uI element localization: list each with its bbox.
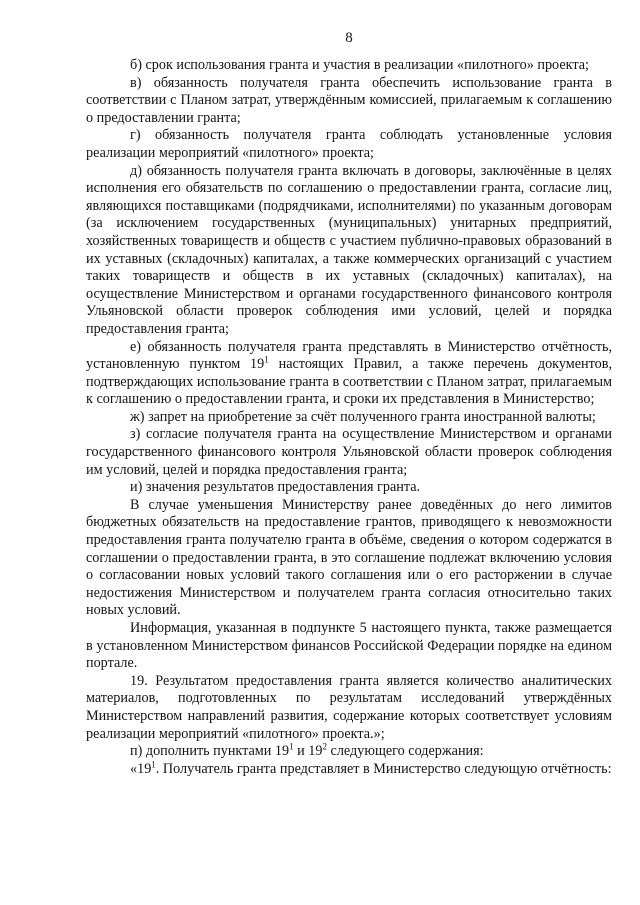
paragraph-p (86, 743, 612, 761)
page-number: 8 (345, 30, 353, 46)
paragraph-zh: ж) запрет на приобретение за счёт полученного гранта иностранной валюты; (130, 408, 596, 425)
superscript: 1 (289, 741, 294, 752)
superscript: 1 (264, 354, 269, 365)
paragraph-e (86, 339, 612, 409)
paragraph-19-1 (86, 761, 612, 779)
paragraph-p-after: следующего содержания: (327, 743, 484, 760)
paragraph-b: б) срок использования гранта и участия в реализации «пилотного» проекта; (130, 57, 589, 73)
paragraph-e-after: настоящих Правил, а также перечень документов, подтверждающих использование гранта в соответствии с Планом затрат, прилагаемым к соглашению о предоставлении гранта, и сроки их представления в Министерство; (86, 356, 612, 408)
paragraph-e-before: е) обязанность получателя гранта представлять в Министерство отчётность, установленную пунктом 19 (86, 338, 612, 373)
paragraph-19-1-before: «19 (130, 760, 152, 777)
paragraph-p-before: п) дополнить пунктами 19 (130, 743, 290, 760)
paragraph-d: д) обязанность получателя гранта включать в договоры, заключённые в целях исполнения его обязательств по соглашению о предоставлении гранта, согласие лиц, являющихся поставщиками (подрядчиками, исполнителями) по указанным договорам (за исключением государственных (муниципальных) унитарных предприятий, хозяйственных товариществ и обществ с участием публично-правовых образований в их уставных (складочных) капиталах, а также коммерческих организаций с участием таких товариществ и обществ в их уставных (складочных) капиталах), на осуществление Министерством и органами государственного финансового контроля Ульяновской области проверок соблюдения ими условий, целей и порядка предоставления гранта; (86, 162, 612, 337)
superscript: 1 (151, 759, 156, 770)
paragraph-z: з) согласие получателя гранта на осуществление Министерством и органами государственного финансового контроля Ульяновской области проверок соблюдения им условий, целей и порядка предоставления гранта; (86, 426, 612, 478)
paragraph-limits: В случае уменьшения Министерству ранее доведённых до него лимитов бюджетных обязательств на предоставление грантов, приводящего к невозможности предоставления гранта получателю гранта в объёме, сведения о котором содержатся в соглашении о предоставлении гранта, в это соглашение подлежат включению условия о согласовании новых условий такого соглашения или о его расторжении в случае недостижения Министерством и получателем гранта согласия относительно таких новых условий. (86, 496, 612, 619)
superscript: 2 (322, 741, 327, 752)
paragraph-19-1-after: . Получатель гранта представляет в Министерство следующую отчётность: (155, 760, 612, 777)
paragraph-v: в) обязанность получателя гранта обеспечить использование гранта в соответствии с Планом затрат, утверждённым комиссией, прилагаемым к соглашению о предоставлении гранта; (86, 74, 612, 126)
paragraph-19: 19. Результатом предоставления гранта является количество аналитических материалов, подготовленных по результатам исследований утверждённых Министерством направлений развития, содержание которых соответствует условиям реализации мероприятий «пилотного» проекта.»; (86, 672, 612, 742)
paragraph-g: г) обязанность получателя гранта соблюдать установленные условия реализации мероприятий «пилотного» проекта; (86, 127, 612, 161)
paragraph-i: и) значения результатов предоставления гранта. (130, 479, 421, 496)
paragraph-info: Информация, указанная в подпункте 5 настоящего пункта, также размещается в установленном Министерством финансов Российской Федерации порядке на едином портале. (86, 620, 612, 672)
paragraph-p-middle: и 19 (293, 743, 323, 760)
